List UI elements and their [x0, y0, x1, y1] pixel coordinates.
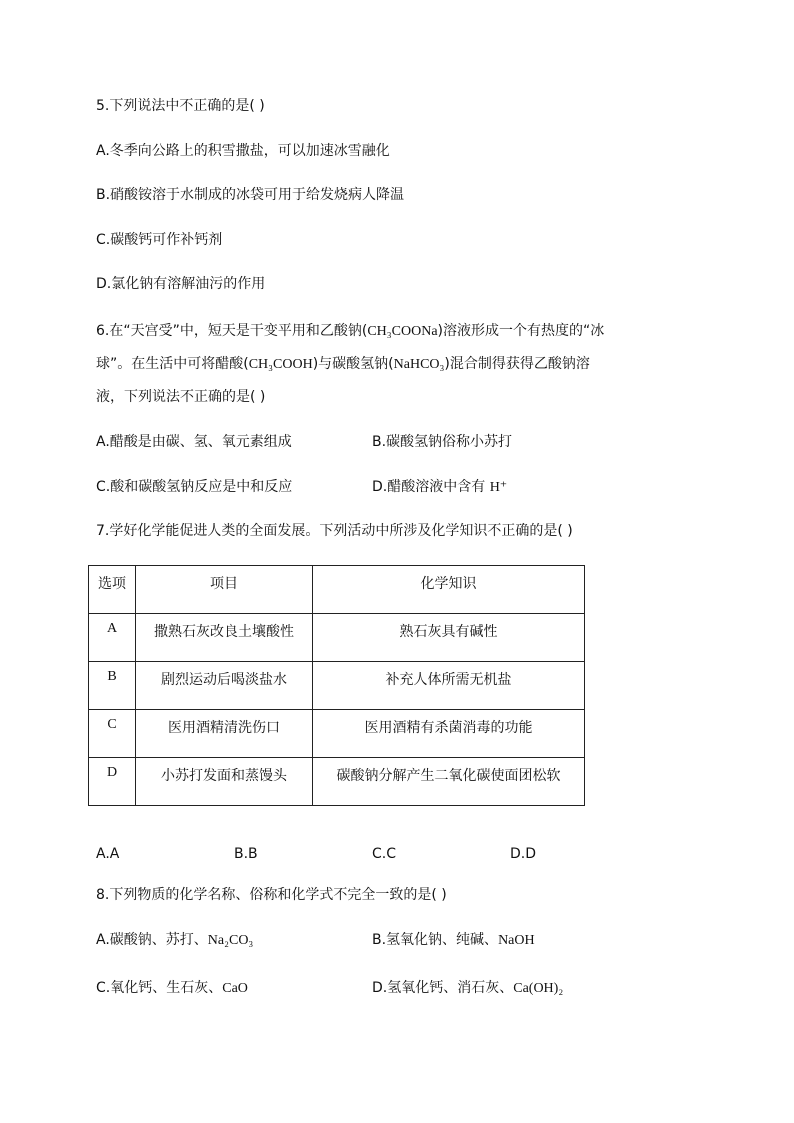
table-cell: B [89, 662, 136, 710]
question-5-stem: 5.下列说法中不正确的是( ) [96, 98, 265, 114]
question-7-answer-c: C.C [372, 846, 397, 862]
table-cell: A [89, 614, 136, 662]
formula-acetic-acid: CH₃COOH [248, 357, 313, 372]
table-cell: D [89, 758, 136, 806]
table-row [89, 614, 585, 662]
question-7-answer-a: A.A [96, 846, 120, 862]
q6-option-d-text: D.醋酸溶液中含有 [372, 479, 486, 495]
hydrogen-ion: H⁺ [489, 480, 508, 495]
q8-option-c-text: C.氧化钙、生石灰、 [96, 980, 223, 996]
question-7-stem: 7.学好化学能促进人类的全面发展。下列活动中所涉及化学知识不正确的是( ) [96, 523, 573, 539]
table-header-row [89, 566, 585, 614]
formula-calcium-hydroxide: Ca(OH)₂ [513, 981, 564, 996]
question-8-option-c [96, 978, 248, 999]
question-8-stem: 8.下列物质的化学名称、俗称和化学式不完全一致的是( ) [96, 887, 447, 903]
q6-text-1: 6.在“天宫受”中，短天是干变平用和乙酸钠( [96, 323, 368, 339]
q6-text-4: )与碳酸氢钠( [312, 356, 394, 372]
question-7-table [88, 565, 585, 806]
question-6-stem-line-3: 液，下列说法不正确的是( ) [96, 389, 266, 405]
q6-text-3: 球”。在生活中可将醋酸( [96, 356, 249, 372]
table-header-cell: 项目 [136, 566, 313, 614]
formula-calcium-oxide: CaO [222, 981, 248, 996]
table-row [89, 662, 585, 710]
table-cell: 熟石灰具有碱性 [313, 614, 585, 662]
formula-sodium-carbonate: Na₂CO₃ [207, 933, 254, 948]
question-6-option-c: C.酸和碳酸氢钠反应是中和反应 [96, 479, 293, 495]
question-8-option-b [372, 930, 535, 951]
table-cell: 碳酸钠分解产生二氧化碳使面团松软 [313, 758, 585, 806]
q8-option-b-text: B.氢氧化钠、纯碱、 [372, 932, 499, 948]
formula-sodium-bicarbonate: NaHCO₃ [393, 357, 445, 372]
question-8-option-d [372, 978, 563, 999]
table-cell: 补充人体所需无机盐 [313, 662, 585, 710]
question-6-option-b: B.碳酸氢钠俗称小苏打 [372, 434, 513, 450]
table-cell: 剧烈运动后喝淡盐水 [136, 662, 313, 710]
question-8-option-a [96, 930, 253, 951]
q8-option-d-text: D.氢氧化钙、消石灰、 [372, 980, 514, 996]
table-cell: 医用酒精有杀菌消毒的功能 [313, 710, 585, 758]
question-7-answer-d: D.D [510, 846, 537, 862]
table-header-cell: 选项 [89, 566, 136, 614]
question-5-option-a: A.冬季向公路上的积雪撒盐，可以加速冰雪融化 [96, 143, 390, 159]
q8-option-a-text: A.碳酸钠、苏打、 [96, 932, 208, 948]
question-7-answer-b: B.B [234, 846, 258, 862]
question-6-stem-line-1 [96, 321, 604, 342]
question-5-option-b: B.硝酸铵溶于水制成的冰袋可用于给发烧病人降温 [96, 187, 405, 203]
formula-sodium-hydroxide: NaOH [498, 933, 535, 948]
question-6-stem-line-2 [96, 354, 590, 375]
q6-text-2: )溶液形成一个有热度的“冰 [437, 323, 605, 339]
table-header-cell: 化学知识 [313, 566, 585, 614]
table-cell: C [89, 710, 136, 758]
table-row [89, 710, 585, 758]
question-6-option-d [372, 477, 507, 498]
table-row [89, 758, 585, 806]
question-6-option-a: A.醋酸是由碳、氢、氧元素组成 [96, 434, 292, 450]
table-cell: 小苏打发面和蒸馒头 [136, 758, 313, 806]
question-5-option-d: D.氯化钠有溶解油污的作用 [96, 276, 266, 292]
q6-text-5: )混合制得获得乙酸钠溶 [444, 356, 590, 372]
table-cell: 医用酒精清洗伤口 [136, 710, 313, 758]
table-cell: 撒熟石灰改良土壤酸性 [136, 614, 313, 662]
question-5-option-c: C.碳酸钙可作补钙剂 [96, 232, 223, 248]
formula-sodium-acetate: CH₃COONa [367, 324, 438, 339]
